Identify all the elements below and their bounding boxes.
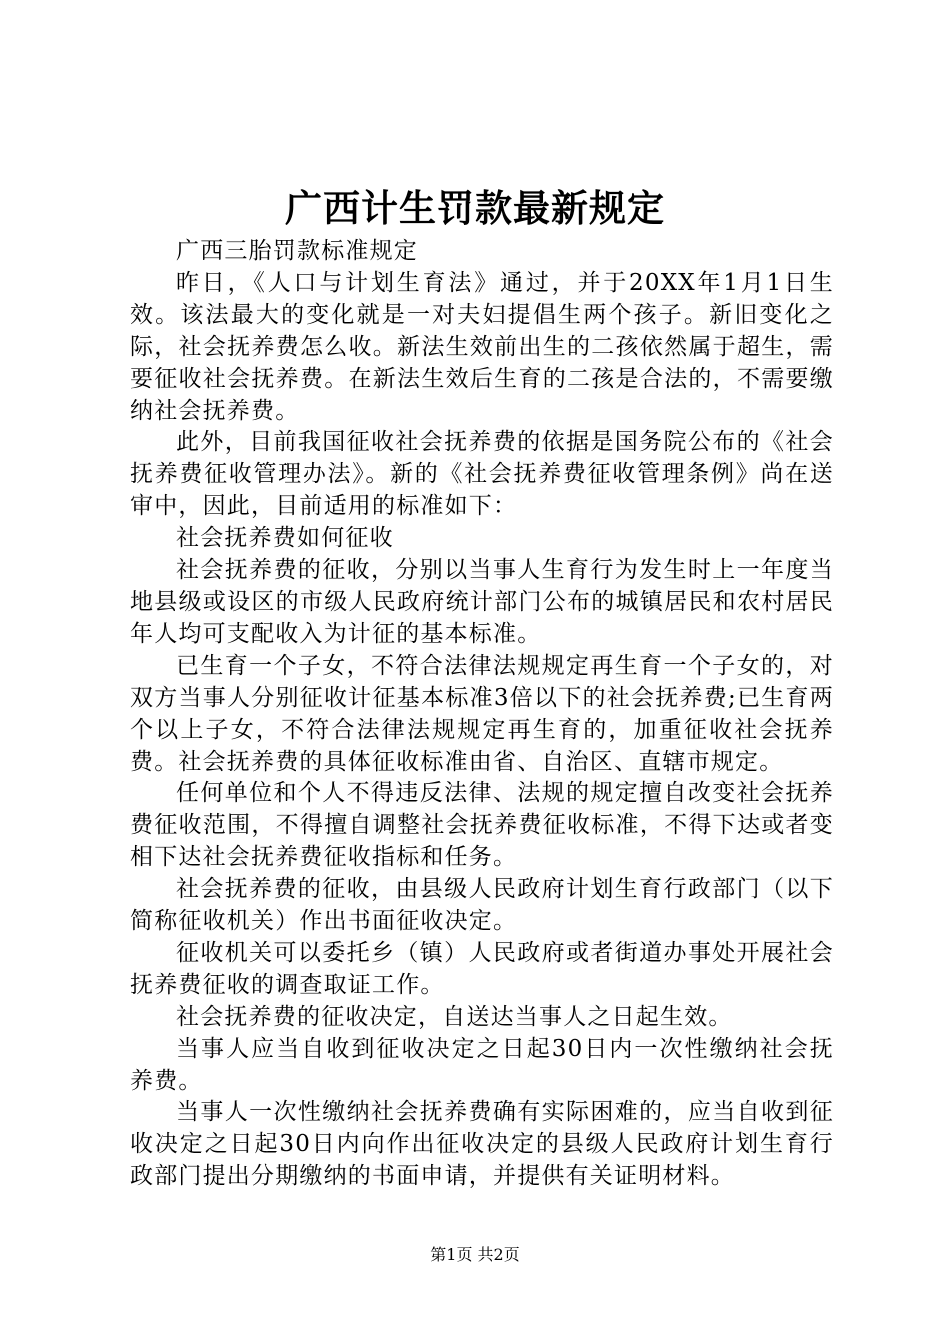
- paragraph: 当事人一次性缴纳社会抚养费确有实际困难的，应当自收到征收决定之日起30日内向作出征收决定的县级人民政府计划生育行政部门提出分期缴纳的书面申请，并提供有关证明材料。: [130, 1099, 834, 1190]
- document-body: [130, 236, 834, 1193]
- paragraph: 此外，目前我国征收社会抚养费的依据是国务院公布的《社会抚养费征收管理办法》。新的《社会抚养费征收管理条例》尚在送审中，因此，目前适用的标准如下：: [130, 429, 834, 520]
- paragraph: 征收机关可以委托乡（镇）人民政府或者街道办事处开展社会抚养费征收的调查取证工作。: [130, 939, 834, 998]
- paragraph-heading: 社会抚养费如何征收: [176, 525, 394, 552]
- paragraph: 社会抚养费的征收，分别以当事人生育行为发生时上一年度当地县级或设区的市级人民政府统计部门公布的城镇居民和农村居民年人均可支配收入为计征的基本标准。: [130, 557, 834, 647]
- page-number-footer: 第1页 共2页: [430, 1245, 520, 1264]
- document-title: 广西计生罚款最新规定: [285, 186, 665, 230]
- paragraph: 当事人应当自收到征收决定之日起30日内一次性缴纳社会抚养费。: [130, 1035, 834, 1094]
- paragraph: 社会抚养费的征收决定，自送达当事人之日起生效。: [176, 1003, 733, 1030]
- paragraph: 已生育一个子女，不符合法律法规规定再生育一个子女的，对双方当事人分别征收计征基本标准3倍以下的社会抚养费;已生育两个以上子女，不符合法律法规规定再生育的，加重征收社会抚养费。社会抚养费的具体征收标准由省、自治区、直辖市规定。: [130, 652, 834, 775]
- paragraph: 任何单位和个人不得违反法律、法规的规定擅自改变社会抚养费征收范围，不得擅自调整社会抚养费征收标准，不得下达或者变相下达社会抚养费征收指标和任务。: [130, 780, 834, 871]
- paragraph: 昨日，《人口与计划生育法》通过，并于20XX年1月1日生效。该法最大的变化就是一对夫妇提倡生两个孩子。新旧变化之际，社会抚养费怎么收。新法生效前出生的二孩依然属于超生，需要征收社会抚养费。在新法生效后生育的二孩是合法的，不需要缴纳社会抚养费。: [130, 269, 834, 424]
- paragraph: 社会抚养费的征收，由县级人民政府计划生育行政部门（以下简称征收机关）作出书面征收决定。: [130, 876, 834, 935]
- paragraph-subtitle: 广西三胎罚款标准规定: [176, 238, 418, 264]
